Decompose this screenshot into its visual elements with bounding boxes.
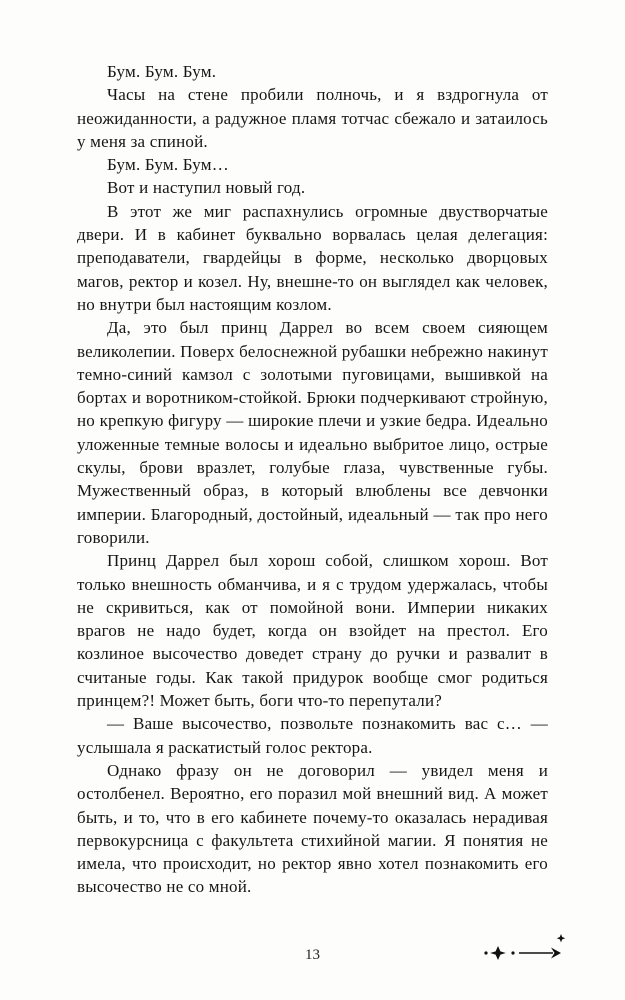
paragraph: Бум. Бум. Бум. (107, 62, 217, 81)
paragraph: В этот же миг распахнулись огромные двустворчатые двери. И в кабинет буквально ворвалась целая делегация: преподаватели, гвардейцы в форме, несколько дворцовых магов, ректор и козел. Ну, внешне-то он выглядел как человек, но внутри был настоящим козлом. (77, 201, 548, 314)
paragraph: Часы на стене пробили полночь, и я вздрогнула от неожиданности, а радужное пламя тотчас сбежало и затаилось у меня за спиной. (77, 85, 548, 151)
page-text (77, 60, 548, 899)
paragraph: Принц Даррел был хорош собой, слишком хорош. Вот только внешность обманчива, и я с трудом удержалась, чтобы не скривиться, как от помойной вони. Империи никаких врагов не надо будет, когда он взойдет на престол. Его козлиное высочество доведет страну до ручки и развалит в считаные годы. Как такой придурок вообще смог родиться принцем?! Может быть, боги что-то перепутали? (77, 551, 548, 711)
page-footer (0, 928, 625, 972)
crescent-moon-ornament (481, 928, 599, 972)
crescent-moon-ornament-svg (481, 928, 599, 972)
page-number: 13 (305, 947, 320, 963)
paragraph: Вот и наступил новый год. (107, 178, 306, 198)
paragraph: — Ваше высочество, позвольте познакомить вас с… — услышала я раскатистый голос ректора. (77, 714, 548, 757)
paragraph: Да, это был принц Даррел во всем своем сияющем великолепии. Поверх белоснежной рубашки небрежно накинут темно-синий камзол с золотыми пуговицами, вышивкой на бортах и воротником-стойкой. Брюки подчеркивают стройную, но крепкую фигуру — широкие плечи и узкие бедра. Идеально уложенные темные волосы и идеально выбритое лицо, острые скулы, брови вразлет, голубые глаза, чувственные губы. Мужественный образ, в который влюблены все девчонки империи. Благородный, достойный, идеальный — так про него говорили. (77, 318, 548, 547)
paragraph: Бум. Бум. Бум… (107, 155, 229, 175)
paragraph: Однако фразу он не договорил — увидел меня и остолбенел. Вероятно, его поразил мой внешний вид. А может быть, и то, что в его кабинете почему-то оказалась нерадивая первокурсница с факультета стихийной магии. Я понятия не имела, что происходит, но ректор явно хотел познакомить его высочество не со мной. (77, 760, 548, 897)
